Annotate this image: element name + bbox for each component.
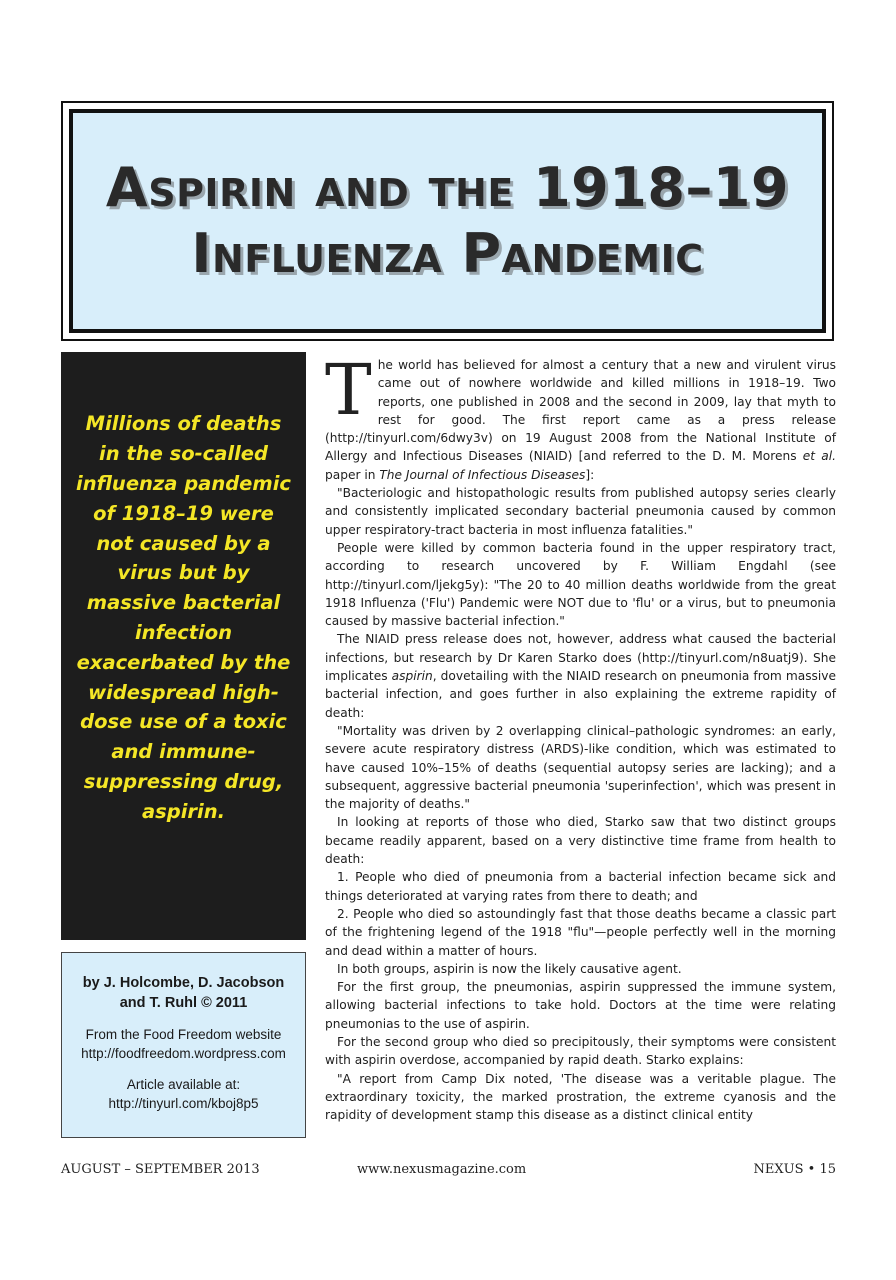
drop-cap: T: [325, 349, 372, 431]
p4-aspirin: aspirin: [391, 669, 433, 684]
footer-issue-date: AUGUST – SEPTEMBER 2013: [61, 1162, 260, 1177]
article-paragraph-10: For the first group, the pneumonias, aspirin suppressed the immune system, allowing bacterial infections to take hold. Doctors at the time were relating pneumonias to the use of aspirin.: [325, 980, 836, 1031]
p1-text-a: he world has believed for almost a century that a new and virulent virus came out of nowhere worldwide and killed millions in 1918–19. Two reports, one published in 2008 and the second in 2009, lay that myth to rest for good. The first report came as a press release (http://tinyurl.com/6dwy3v) on 19 August 2008 from the National Institute of Allergy and Infectious Diseases (NIAID) [and referred to the D. M. Morens: [325, 358, 836, 464]
article-url-link[interactable]: http://tinyurl.com/kboj8p5: [108, 1096, 259, 1111]
title-line-2: Influenza Pandemic: [191, 222, 704, 285]
p1-text-c: ]:: [585, 467, 595, 482]
pull-quote-box: [61, 352, 306, 940]
article-paragraph-9: In both groups, aspirin is now the likely causative agent.: [337, 961, 682, 976]
article-paragraph-8: 2. People who died so astoundingly fast that those deaths became a classic part of the frightening legend of the 1918 "flu"—people perfectly well in the morning and dead within a matter of hours.: [325, 906, 836, 958]
author-line-2: and T. Ruhl © 2011: [119, 995, 248, 1011]
pull-quote-text: Millions of deaths in the so-called influenza pandemic of 1918–19 were not caused by a virus but by massive bacterial infection exacerbated by the widespread high-dose use of a toxic and immune-suppressing drug, aspirin.: [76, 412, 291, 823]
p1-text-b: paper in: [325, 467, 380, 482]
author-line-1: by J. Holcombe, D. Jacobson: [82, 975, 285, 991]
article-available-label: Article available at:: [126, 1077, 241, 1092]
p1-etal: et al.: [802, 449, 836, 464]
p4-text-b: , dovetailing with the NIAID research on pneumonia from massive bacterial infection, and goes further in also explaining the extreme rapidity of death:: [325, 669, 837, 720]
source-line-1: From the Food Freedom website: [85, 1027, 282, 1042]
article-paragraph-11: For the second group who died so precipitously, their symptoms were consistent with aspirin overdose, accompanied by rapid death. Starko explains:: [325, 1034, 836, 1068]
title-line-1: Aspirin and the 1918–19: [105, 156, 790, 219]
article-paragraph-2: "Bacteriologic and histopathologic results from published autopsy series clearly and consistently implicated secondary bacterial pneumonia caused by common upper respiratory-tract bacteria in most influenza fatalities.": [325, 486, 836, 537]
source-url-link[interactable]: http://foodfreedom.wordpress.com: [81, 1046, 286, 1061]
article-paragraph-7: 1. People who died of pneumonia from a bacterial infection became sick and things deteriorated at varying rates from there to death; and: [325, 870, 836, 903]
article-paragraph-5: "Mortality was driven by 2 overlapping clinical–pathologic syndromes: an early, severe acute respiratory distress (ARDS)-like condition, which was estimated to have caused 10%–15% of deaths (sequential autopsy series are lacking); and a subsequent, aggressive bacterial pneumonia 'superinfection', which was present in the majority of deaths.": [325, 723, 836, 812]
article-paragraph-6: In looking at reports of those who died, Starko saw that two distinct groups became readily apparent, based on a very distinctive time frame from health to death:: [325, 815, 836, 867]
article-body: [325, 349, 837, 1124]
footer-page-number: NEXUS • 15: [753, 1162, 836, 1177]
p4-text-a: The NIAID press release does not, however, address what caused the bacterial infections, but research by Dr Karen Starko does (http://tinyurl.com/n8uatj9). She implicates: [325, 632, 836, 684]
article-paragraph-12: "A report from Camp Dix noted, 'The disease was a veritable plague. The extraordinary toxicity, the marked prostration, the extreme cyanosis and the rapidity of development stamp this disease as a distinct clinical entity: [325, 1071, 836, 1123]
article-paragraph-3: People were killed by common bacteria found in the upper respiratory tract, according to research uncovered by F. William Engdahl (see http://tinyurl.com/ljekg5y): "The 20 to 40 million deaths worldwide from the great 1918 Influenza ('Flu') Pandemic were NOT due to 'flu' or a virus, but to pneumonia caused by massive bacterial infection.": [325, 540, 836, 629]
author-box: [61, 952, 306, 1138]
title-panel: [69, 109, 826, 333]
page-footer: [61, 1162, 836, 1182]
article-paragraph-1: [325, 349, 836, 484]
article-paragraph-4: [325, 630, 836, 721]
title-frame: [61, 101, 834, 341]
p1-journal: The Journal of Infectious Diseases: [379, 467, 586, 482]
footer-website[interactable]: www.nexusmagazine.com: [357, 1162, 527, 1177]
